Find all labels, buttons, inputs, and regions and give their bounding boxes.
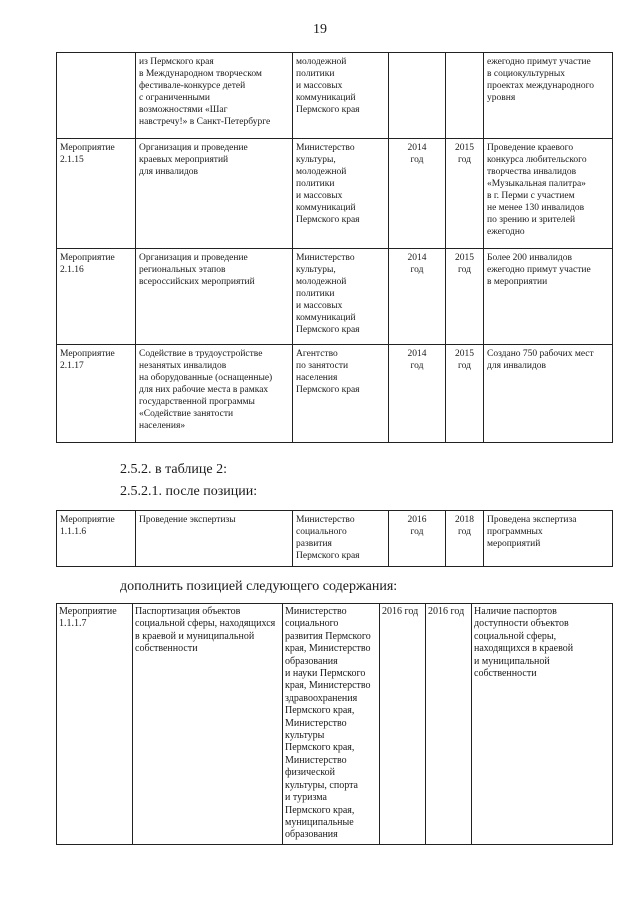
measure-id-cell: Мероприятие 2.1.16 (57, 249, 136, 345)
add-position-text: дополнить позицией следующего содержания: (120, 579, 398, 594)
start-year-cell: 2014 год (389, 139, 446, 249)
measure-name-cell: Паспортизация объектов социальной сферы, находящихся в краевой и муниципальной собственности (133, 604, 283, 845)
new-position-table (56, 603, 613, 845)
executor-cell: Министерство социального развития Пермского края, Министерство образования и науки Пермского края, Министерство здравоохранения Пермского края, Министерство культуры Пермского края, Министерство физической культуры, спорта и туризма Пермского края, муниципальные образования (283, 604, 380, 845)
start-year-cell: 2016 год (380, 604, 426, 845)
start-year-cell: 2014 год (389, 249, 446, 345)
result-cell: Наличие паспортов доступности объектов социальной сферы, находящихся в краевой и муниципальной собственности (472, 604, 613, 845)
table-row (57, 53, 613, 139)
executor-cell: Министерство культуры, молодежной политики и массовых коммуникаций Пермского края (293, 249, 389, 345)
measure-id-cell: Мероприятие 1.1.1.6 (57, 511, 136, 567)
executor-cell: Министерство социального развития Пермского края (293, 511, 389, 567)
start-year-cell (389, 53, 446, 139)
end-year-cell: 2015 год (446, 139, 484, 249)
executor-cell: молодежной политики и массовых коммуникаций Пермского края (293, 53, 389, 139)
measure-name-cell: Организация и проведение краевых мероприятий для инвалидов (136, 139, 293, 249)
measure-name-cell: Проведение экспертизы (136, 511, 293, 567)
result-cell: ежегодно примут участие в социокультурных проектах международного уровня (484, 53, 613, 139)
table-row (57, 139, 613, 249)
position-table (56, 510, 613, 567)
measure-id-cell (57, 53, 136, 139)
measures-table-continued (56, 52, 613, 443)
result-cell: Проведение краевого конкурса любительского творчества инвалидов «Музыкальная палитра» в г. Перми с участием не менее 130 инвалидов по зрению и зрителей ежегодно (484, 139, 613, 249)
section-heading-after-position: 2.5.2.1. после позиции: (120, 484, 258, 499)
measure-name-cell: из Пермского края в Международном творческом фестивале-конкурсе детей с ограниченными возможностями «Шаг навстречу!» в Санкт-Петербурге (136, 53, 293, 139)
end-year-cell: 2015 год (446, 249, 484, 345)
table-row (57, 345, 613, 443)
end-year-cell: 2015 год (446, 345, 484, 443)
table-row (57, 511, 613, 567)
result-cell: Создано 750 рабочих мест для инвалидов (484, 345, 613, 443)
measure-id-cell: Мероприятие 1.1.1.7 (57, 604, 133, 845)
section-heading-table2: 2.5.2. в таблице 2: (120, 462, 227, 477)
table-row (57, 604, 613, 845)
measure-id-cell: Мероприятие 2.1.15 (57, 139, 136, 249)
executor-cell: Министерство культуры, молодежной политики и массовых коммуникаций Пермского края (293, 139, 389, 249)
result-cell: Проведена экспертиза программных мероприятий (484, 511, 613, 567)
page-number: 19 (313, 22, 327, 37)
measure-id-cell: Мероприятие 2.1.17 (57, 345, 136, 443)
start-year-cell: 2016 год (389, 511, 446, 567)
measure-name-cell: Содействие в трудоустройстве незанятых инвалидов на оборудованные (оснащенные) для них рабочие места в рамках государственной программы «Содействие занятости населения» (136, 345, 293, 443)
end-year-cell (446, 53, 484, 139)
end-year-cell: 2016 год (426, 604, 472, 845)
start-year-cell: 2014 год (389, 345, 446, 443)
table-row (57, 249, 613, 345)
measure-name-cell: Организация и проведение региональных этапов всероссийских мероприятий (136, 249, 293, 345)
end-year-cell: 2018 год (446, 511, 484, 567)
result-cell: Более 200 инвалидов ежегодно примут участие в мероприятии (484, 249, 613, 345)
executor-cell: Агентство по занятости населения Пермского края (293, 345, 389, 443)
